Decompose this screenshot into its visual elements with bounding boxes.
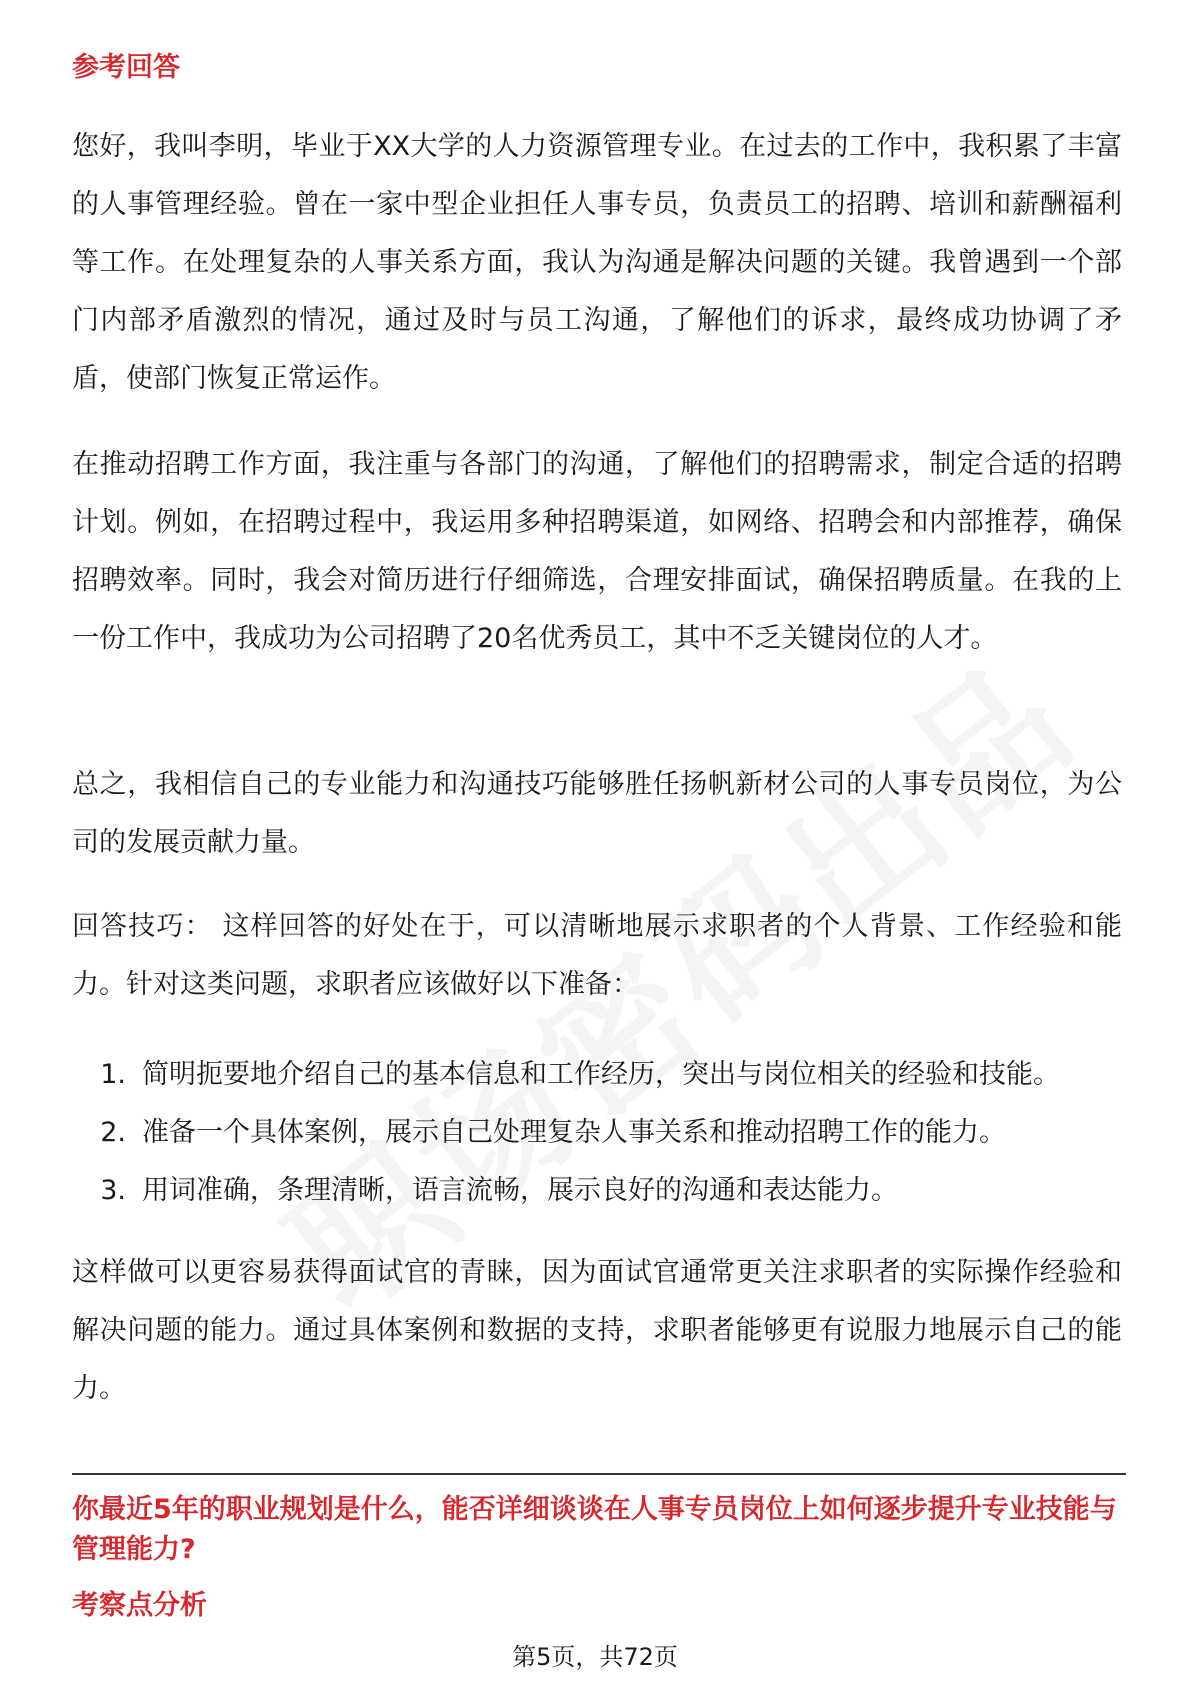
answer-paragraph-3: 总之，我相信自己的专业能力和沟通技巧能够胜任扬帆新材公司的人事专员岗位，为公司的发展贡献力量。 (72, 769, 1122, 858)
answer-paragraph-1: 您好，我叫李明，毕业于XX大学的人力资源管理专业。在过去的工作中，我积累了丰富的人事管理经验。曾在一家中型企业担任人事专员，负责员工的招聘、培训和薪酬福利等工作。在处理复杂的人事关系方面，我认为沟通是解决问题的关键。我曾遇到一个部门内部矛盾激烈的情况，通过及时与员工沟通，了解他们的诉求，最终成功协调了矛盾，使部门恢复正常运作。 (72, 131, 1122, 394)
list-item (72, 1104, 1122, 1162)
page-footer: 第5页，共72页 (512, 1643, 678, 1671)
list-item-text: 准备一个具体案例，展示自己处理复杂人事关系和推动招聘工作的能力。 (142, 1117, 1006, 1148)
answer-tips-intro: 回答技巧： 这样回答的好处在于，可以清晰地展示求职者的个人背景、工作经验和能力。针对这类问题，求职者应该做好以下准备： (72, 911, 1122, 1000)
list-item-number: 2. (100, 1117, 126, 1148)
list-item-number: 3. (100, 1175, 126, 1206)
answer-paragraph-2: 在推动招聘工作方面，我注重与各部门的沟通，了解他们的招聘需求，制定合适的招聘计划。例如，在招聘过程中，我运用多种招聘渠道，如网络、招聘会和内部推荐，确保招聘效率。同时，我会对简历进行仔细筛选，合理安排面试，确保招聘质量。在我的上一份工作中，我成功为公司招聘了20名优秀员工，其中不乏关键岗位的人才。 (72, 449, 1122, 654)
section-divider (72, 1473, 1126, 1475)
tips-list (72, 1046, 1122, 1220)
section-label-analysis: 考察点分析 (72, 1590, 207, 1621)
list-item (72, 1162, 1122, 1220)
list-item-text: 用词准确，条理清晰，语言流畅，展示良好的沟通和表达能力。 (142, 1175, 898, 1206)
list-item-number: 1. (100, 1059, 126, 1090)
section-label-reference-answer: 参考回答 (72, 52, 180, 83)
next-question-heading: 你最近5年的职业规划是什么，能否详细谈谈在人事专员岗位上如何逐步提升专业技能与管理能力? (72, 1494, 1117, 1565)
list-item (72, 1046, 1122, 1104)
list-item-text: 简明扼要地介绍自己的基本信息和工作经历，突出与岗位相关的经验和技能。 (142, 1059, 1060, 1090)
answer-paragraph-conclusion: 这样做可以更容易获得面试官的青睐，因为面试官通常更关注求职者的实际操作经验和解决问题的能力。通过具体案例和数据的支持，求职者能够更有说服力地展示自己的能力。 (72, 1257, 1122, 1404)
